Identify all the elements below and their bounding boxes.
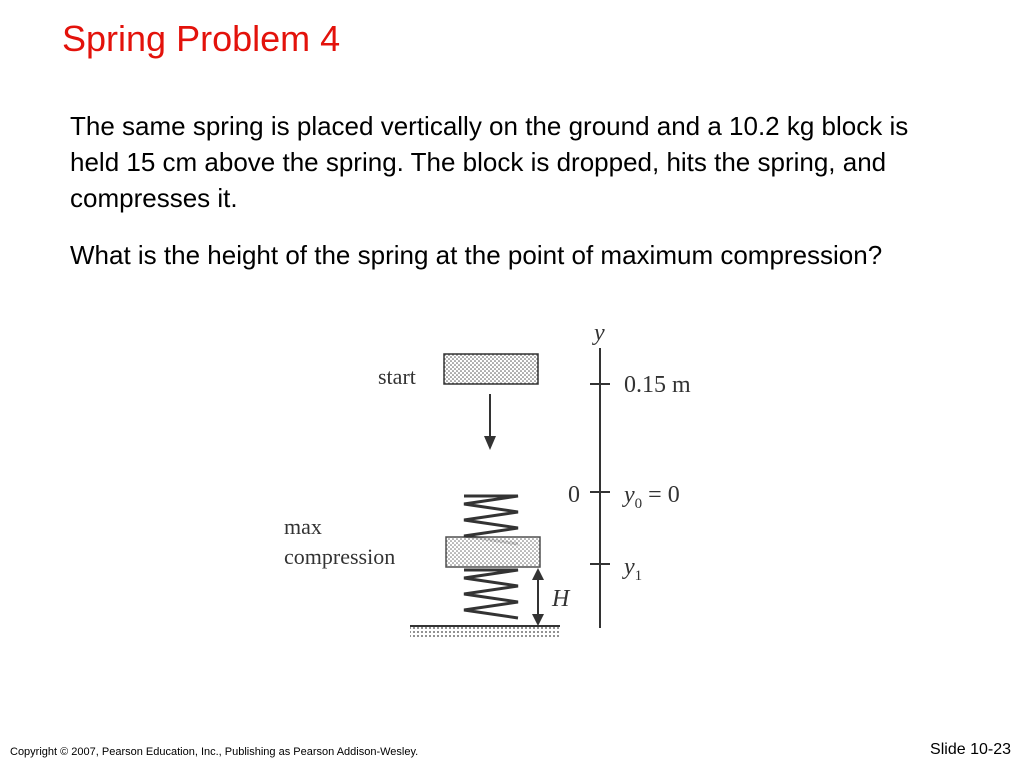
tick-label-zero: 0 — [568, 482, 580, 508]
y1-base: y — [624, 554, 635, 580]
y0-base: y — [624, 482, 635, 508]
problem-statement: The same spring is placed vertically on the ground and a 10.2 kg block is held 15 cm above the spring. The block is dropped, hits the spring, and compresses it. — [70, 111, 909, 213]
drop-arrow-icon — [484, 394, 496, 450]
tick-label-top: 0.15 m — [624, 372, 691, 398]
spring-diagram-svg — [268, 318, 738, 678]
spring-diagram — [268, 318, 738, 678]
slide-title: Spring Problem 4 — [62, 18, 341, 59]
y0-value: = 0 — [642, 482, 680, 508]
compression-label: compression — [284, 544, 396, 569]
problem-question: What is the height of the spring at the point of maximum compression? — [70, 240, 883, 270]
ground — [410, 626, 560, 638]
y1-subscript: 1 — [634, 568, 643, 584]
y-axis — [590, 348, 610, 628]
y0-subscript: 0 — [634, 496, 643, 512]
compressed-block — [446, 537, 540, 567]
footer-copyright: Copyright © 2007, Pearson Education, Inc., Publishing as Pearson Addison-Wesley. — [10, 746, 419, 758]
height-arrow-icon — [532, 568, 544, 626]
y0-label — [622, 482, 680, 512]
height-label: H — [552, 586, 570, 612]
max-label: max — [284, 514, 322, 539]
y-axis-label: y — [594, 320, 605, 346]
start-block — [444, 354, 538, 384]
slide-number: Slide 10-23 — [930, 741, 1011, 758]
y1-label — [622, 554, 642, 584]
start-label: start — [378, 364, 416, 389]
